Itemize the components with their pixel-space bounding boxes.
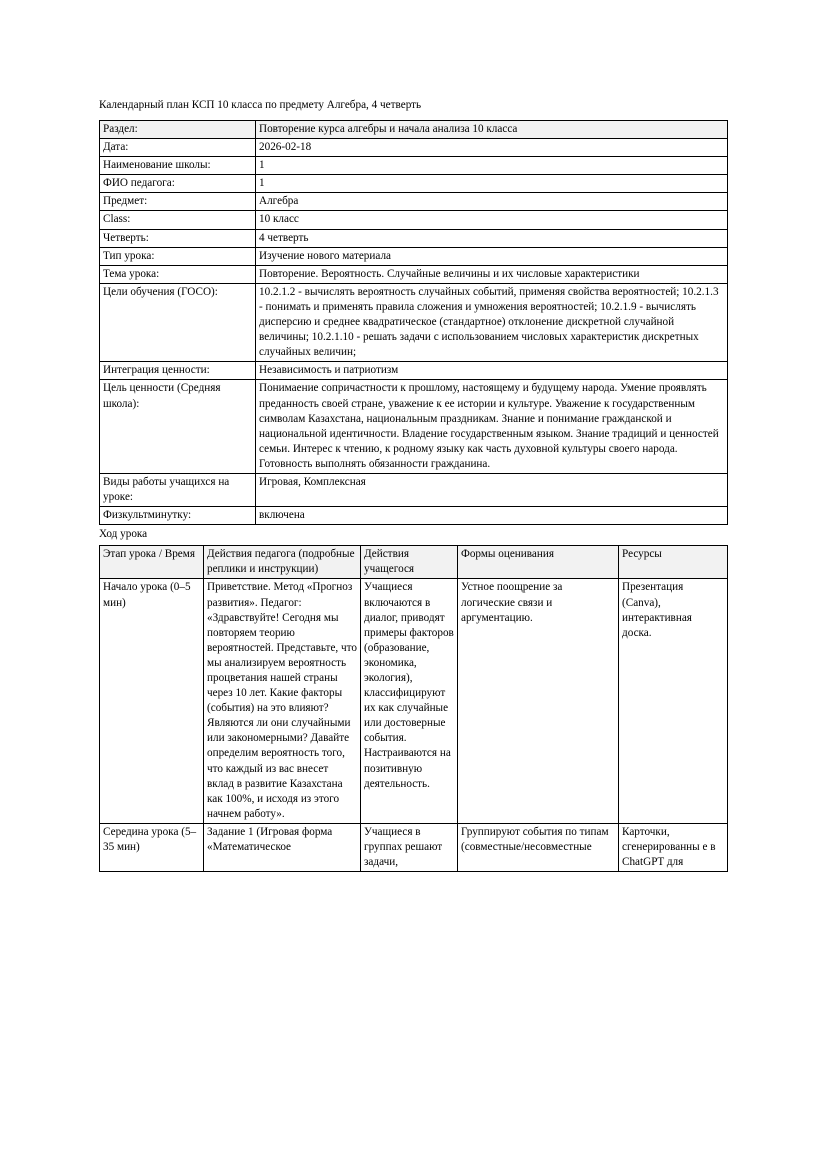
table-row — [100, 139, 728, 157]
info-label: Дата: — [100, 139, 256, 157]
info-value: Независимость и патриотизм — [256, 362, 728, 380]
info-label: Раздел: — [100, 121, 256, 139]
column-header-teacher-actions: Действия педагога (подробные реплики и инструкции) — [204, 546, 361, 579]
cell-resources — [619, 823, 728, 871]
cell-teacher-actions: Приветствие. Метод «Прогноз развития». Педагог: «Здравствуйте! Сегодня мы повторяем теорию вероятностей. Представьте, что мы анализируем вероятность процветания нашей страны через 10 лет. Какие факторы (события) на это влияют? Являются ли они случайными или закономерными? Давайте определим вероятность того, что каждый из вас внесет вклад в развитие Казахстана как 100%, и исходя из этого начнем работу». — [204, 579, 361, 824]
info-label: Наименование школы: — [100, 157, 256, 175]
page-title: Календарный план КСП 10 класса по предмету Алгебра, 4 четверть — [99, 99, 422, 111]
table-header-row — [100, 546, 728, 579]
info-label: Четверть: — [100, 229, 256, 247]
info-label: Интеграция ценности: — [100, 362, 256, 380]
info-value: включена — [256, 507, 728, 525]
column-header-stage: Этап урока / Время — [100, 546, 204, 579]
info-value: 1 — [256, 175, 728, 193]
cell-student-text: Учащиеся в группах решают задачи, — [364, 825, 443, 869]
table-row — [100, 380, 728, 474]
table-row — [100, 121, 728, 139]
table-row — [100, 579, 728, 824]
info-value: Алгебра — [256, 193, 728, 211]
info-value: 10 класс — [256, 211, 728, 229]
info-label: Class: — [100, 211, 256, 229]
lesson-flow-table — [99, 545, 728, 872]
table-row — [100, 175, 728, 193]
cell-assessment-text: Группируют события по типам (совместные/несовместные — [461, 825, 609, 854]
info-label: Физкультминутку: — [100, 507, 256, 525]
table-row — [100, 211, 728, 229]
info-value: Повторение курса алгебры и начала анализа 10 класса — [256, 121, 728, 139]
cell-assessment: Устное поощрение за логические связи и аргументацию. — [458, 579, 619, 824]
info-label: Цели обучения (ГОСО): — [100, 283, 256, 361]
lesson-info-body — [100, 121, 728, 525]
cell-stage — [100, 823, 204, 871]
table-row — [100, 193, 728, 211]
info-value: 1 — [256, 157, 728, 175]
cell-student-actions — [361, 823, 458, 871]
document-content — [99, 98, 727, 872]
cell-assessment — [458, 823, 619, 871]
column-header-resources: Ресурсы — [619, 546, 728, 579]
lesson-flow-head — [100, 546, 728, 579]
lesson-info-table — [99, 120, 728, 525]
table-row — [100, 229, 728, 247]
column-header-student-actions: Действия учащегося — [361, 546, 458, 579]
table-row — [100, 247, 728, 265]
table-row — [100, 473, 728, 506]
column-header-assessment: Формы оценивания — [458, 546, 619, 579]
table-row — [100, 823, 728, 871]
table-row — [100, 362, 728, 380]
cell-resources: Презентация (Canva), интерактивная доска. — [619, 579, 728, 824]
flow-section-heading: Ход урока — [99, 528, 148, 541]
cell-student-actions: Учащиеся включаются в диалог, приводят примеры факторов (образование, экономика, экология), классифицируют их как случайные или достоверные события. Настраиваются на позитивную деятельность. — [361, 579, 458, 824]
info-label: Предмет: — [100, 193, 256, 211]
info-value: 2026-02-18 — [256, 139, 728, 157]
info-value: 10.2.1.2 - вычислять вероятность случайных событий, применяя свойства вероятностей; 10.2.1.3 - понимать и применять правила сложения и умножения вероятностей; 10.2.1.9 - вычислять дисперсию и среднее квадратическое (стандартное) отклонение дискретной случайной величины; 10.2.1.10 - решать задачи с использованием числовых характеристик дискретных случайных величин; — [256, 283, 728, 361]
info-value: Изучение нового материала — [256, 247, 728, 265]
cell-stage: Начало урока (0–5 мин) — [100, 579, 204, 824]
info-label: Виды работы учащихся на уроке: — [100, 473, 256, 506]
table-row — [100, 157, 728, 175]
info-label: Тип урока: — [100, 247, 256, 265]
cell-resources-text: Карточки, сгенерированны е в ChatGPT для — [622, 825, 716, 869]
info-value: Повторение. Вероятность. Случайные величины и их числовые характеристики — [256, 265, 728, 283]
cell-teacher-text: Задание 1 (Игровая форма «Математическое — [207, 825, 333, 854]
info-value: Игровая, Комплексная — [256, 473, 728, 506]
info-label: ФИО педагога: — [100, 175, 256, 193]
info-label: Тема урока: — [100, 265, 256, 283]
lesson-flow-body — [100, 579, 728, 872]
info-value: 4 четверть — [256, 229, 728, 247]
info-label: Цель ценности (Средняя школа): — [100, 380, 256, 474]
table-row — [100, 507, 728, 525]
table-row — [100, 265, 728, 283]
table-row — [100, 283, 728, 361]
info-value: Понимаение сопричастности к прошлому, настоящему и будущему народа. Умение проявлять преданность своей стране, уважение к ее истории и культуре. Уважение к государственным символам Казахстана, национальным праздникам. Знание и понимание гражданской и национальной идентичности. Владение государственным языком. Знание традиций и ценностей семьи. Интерес к чтению, к родному языку как часть духовной культуры своего народа. Готовность выполнять обязанности гражданина. — [256, 380, 728, 474]
cell-stage-text: Середина урока (5–35 мин) — [103, 825, 197, 854]
cell-teacher-actions — [204, 823, 361, 871]
